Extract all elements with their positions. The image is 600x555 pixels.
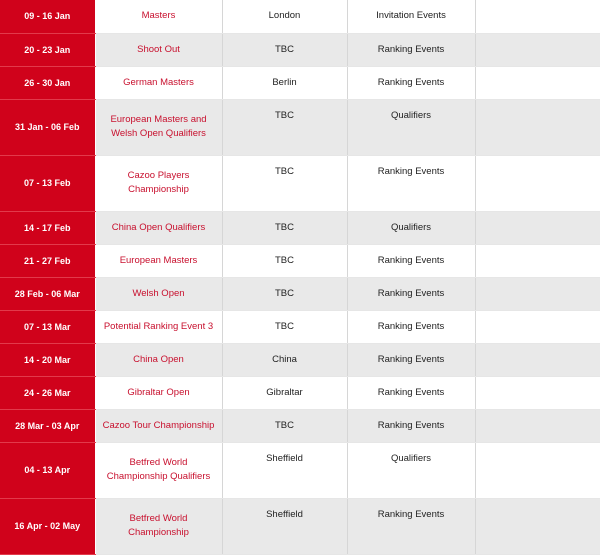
event-date: 16 Apr - 02 May [0,498,95,554]
event-date: 31 Jan - 06 Feb [0,99,95,155]
event-name-link[interactable]: Potential Ranking Event 3 [95,310,222,343]
table-row [0,211,600,244]
event-date: 28 Mar - 03 Apr [0,409,95,442]
event-name-link[interactable]: Cazoo Players Championship [95,155,222,211]
empty-cell [475,376,600,409]
event-date: 09 - 16 Jan [0,0,95,33]
empty-cell [475,155,600,211]
empty-cell [475,343,600,376]
table-row [0,155,600,211]
event-type: Ranking Events [347,155,475,211]
table-row [0,442,600,498]
table-row [0,409,600,442]
empty-cell [475,244,600,277]
event-type: Ranking Events [347,498,475,554]
empty-cell [475,409,600,442]
event-name-link[interactable]: Gibraltar Open [95,376,222,409]
table-row [0,376,600,409]
empty-cell [475,310,600,343]
table-row [0,498,600,554]
event-name-link[interactable]: Betfred World Championship [95,498,222,554]
event-type: Ranking Events [347,376,475,409]
event-name-link[interactable]: European Masters and Welsh Open Qualifiers [95,99,222,155]
event-type: Ranking Events [347,33,475,66]
table-row [0,33,600,66]
event-venue: London [222,0,347,33]
event-name-link[interactable]: Betfred World Championship Qualifiers [95,442,222,498]
event-venue: TBC [222,99,347,155]
event-date: 21 - 27 Feb [0,244,95,277]
event-name-link[interactable]: Shoot Out [95,33,222,66]
event-name-link[interactable]: European Masters [95,244,222,277]
table-row [0,99,600,155]
table-row [0,0,600,33]
empty-cell [475,211,600,244]
event-type: Qualifiers [347,211,475,244]
event-date: 04 - 13 Apr [0,442,95,498]
event-venue: Sheffield [222,498,347,554]
event-venue: Gibraltar [222,376,347,409]
empty-cell [475,99,600,155]
event-venue: China [222,343,347,376]
event-name-link[interactable]: German Masters [95,66,222,99]
event-type: Qualifiers [347,442,475,498]
event-type: Ranking Events [347,244,475,277]
table-row [0,66,600,99]
event-date: 20 - 23 Jan [0,33,95,66]
event-venue: TBC [222,33,347,66]
table-row [0,310,600,343]
event-type: Ranking Events [347,277,475,310]
event-date: 07 - 13 Mar [0,310,95,343]
event-type: Qualifiers [347,99,475,155]
empty-cell [475,0,600,33]
event-date: 24 - 26 Mar [0,376,95,409]
empty-cell [475,66,600,99]
empty-cell [475,498,600,554]
event-venue: TBC [222,244,347,277]
event-name-link[interactable]: Masters [95,0,222,33]
empty-cell [475,442,600,498]
empty-cell [475,277,600,310]
event-venue: TBC [222,277,347,310]
event-date: 14 - 17 Feb [0,211,95,244]
event-venue: Sheffield [222,442,347,498]
event-date: 07 - 13 Feb [0,155,95,211]
empty-cell [475,33,600,66]
event-name-link[interactable]: Welsh Open [95,277,222,310]
event-date: 28 Feb - 06 Mar [0,277,95,310]
event-venue: TBC [222,211,347,244]
event-venue: TBC [222,409,347,442]
table-row [0,244,600,277]
event-type: Ranking Events [347,409,475,442]
event-type: Invitation Events [347,0,475,33]
table-row [0,343,600,376]
event-name-link[interactable]: China Open Qualifiers [95,211,222,244]
event-name-link[interactable]: Cazoo Tour Championship [95,409,222,442]
event-type: Ranking Events [347,310,475,343]
event-type: Ranking Events [347,343,475,376]
event-venue: TBC [222,155,347,211]
event-date: 14 - 20 Mar [0,343,95,376]
event-type: Ranking Events [347,66,475,99]
event-date: 26 - 30 Jan [0,66,95,99]
table-row [0,277,600,310]
event-venue: Berlin [222,66,347,99]
event-venue: TBC [222,310,347,343]
event-name-link[interactable]: China Open [95,343,222,376]
